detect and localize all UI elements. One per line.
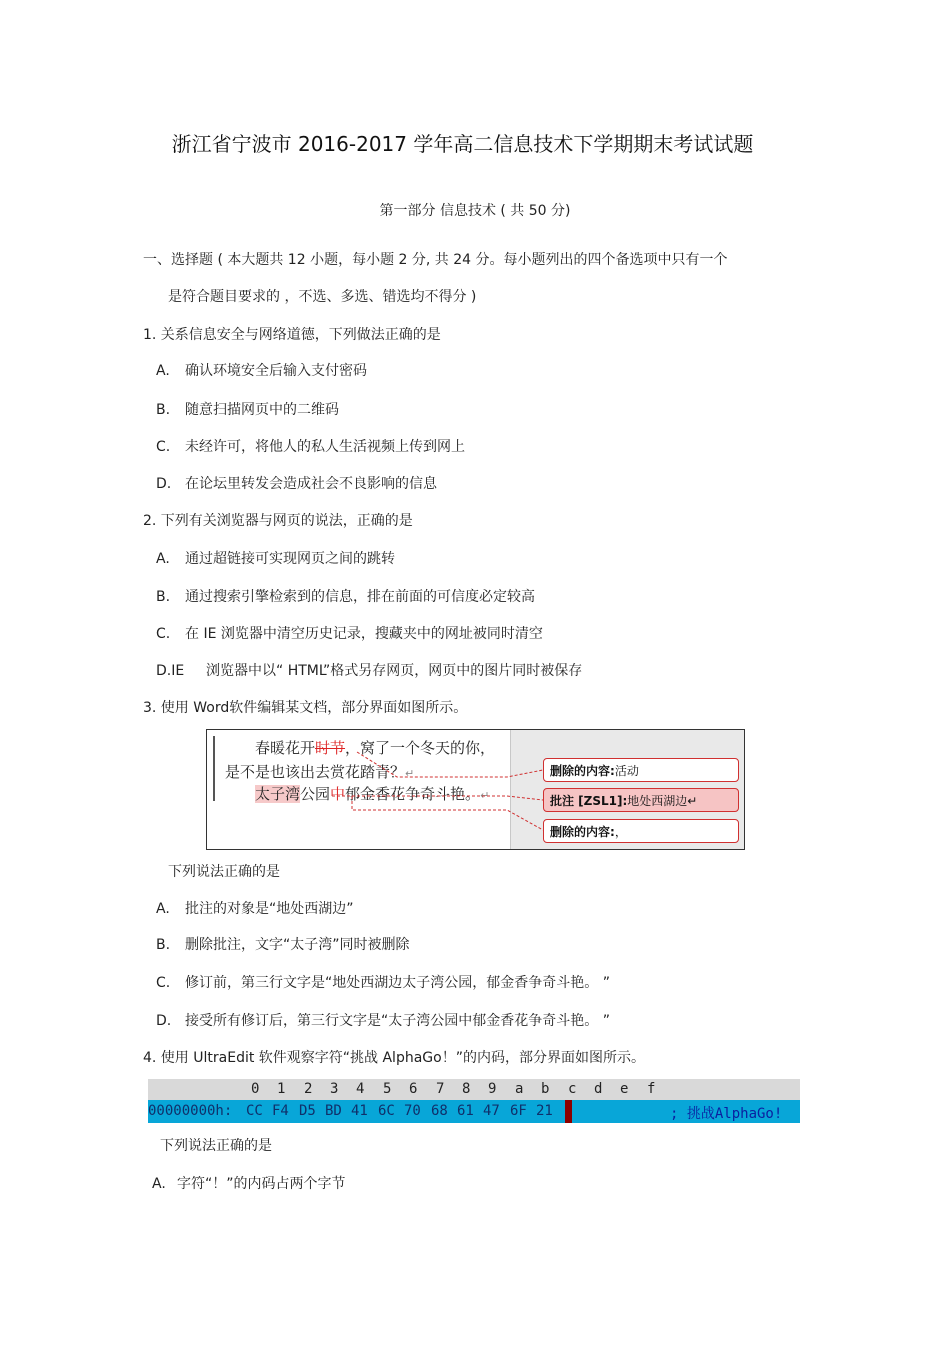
question-3-prompt: 下列说法正确的是 [168,864,280,880]
question-1-option-a: A. 确认环境安全后输入支付密码 [156,363,367,379]
word-document-figure [206,729,745,850]
question-2-option-a: A. 通过超链接可实现网页之间的跳转 [156,551,395,567]
question-1-stem: 1. 关系信息安全与网络道德，下列做法正确的是 [143,327,441,343]
hex-data-row[interactable]: 00000000h: CC F4 D5 BD 41 6C 70 68 61 47 6F 21 ; 挑战AlphaGo! [148,1100,800,1123]
question-3-stem: 3. 使用 Word软件编辑某文档，部分界面如图所示。 [143,700,468,716]
question-3-option-b: B. 删除批注，文字“太子湾”同时被删除 [156,937,410,953]
comment-deleted-content-1[interactable]: 删除的内容:活动 [543,758,739,782]
question-4-prompt: 下列说法正确的是 [160,1138,272,1154]
question-3-option-c: C. 修订前，第三行文字是“地处西湖边太子湾公园，郁金香争奇斗艳。 ” [156,975,610,991]
ultraedit-hex-figure [148,1079,800,1123]
section-instructions-line2: 是符合题目要求的 ，不选、多选、错选均不得分 ) [168,289,477,305]
question-1-option-d: D. 在论坛里转发会造成社会不良影响的信息 [156,476,437,492]
comment-annotation-zsl1[interactable]: 批注 [ZSL1]:地处西湖边↵ [543,788,739,812]
hex-cursor [565,1100,572,1123]
hex-column-header: 0 1 2 3 4 5 6 7 8 9 a b c d e f [148,1079,800,1100]
word-line-1: 春暖花开时节，窝了一个冬天的你， [255,739,496,757]
question-2-stem: 2. 下列有关浏览器与网页的说法，正确的是 [143,513,413,529]
question-3-option-a: A. 批注的对象是“地处西湖边” [156,901,354,917]
question-3-option-d: D. 接受所有修订后，第三行文字是“太子湾公园中郁金香花争奇斗艳。 ” [156,1013,610,1029]
word-line-2: 是不是也该出去赏花踏青？↵ [225,763,415,781]
page-title: 浙江省宁波市 2016-2017 学年高二信息技术下学期期末考试试题 [171,132,754,156]
question-2-option-c: C. 在 IE 浏览器中清空历史记录，搜藏夹中的网址被同时清空 [156,626,543,642]
section-instructions-line1: 一、选择题 ( 本大题共 12 小题，每小题 2 分, 共 24 分。每小题列出的四个备选项中只有一个 [143,252,728,268]
question-1-option-c: C. 未经许可，将他人的私人生活视频上传到网上 [156,439,465,455]
section-subtitle: 第一部分 信息技术 ( 共 50 分) [379,203,571,219]
word-line-3: 太子湾公园中郁金香花争奇斗艳。↵ [255,785,490,803]
question-4-option-a: A. 字符“！”的内码占两个字节 [152,1176,346,1192]
deleted-text: 时节 [315,739,346,757]
question-2-option-b: B. 通过搜索引擎检索到的信息，排在前面的可信度必定较高 [156,589,535,605]
comment-deleted-content-2[interactable]: 删除的内容:， [543,819,739,843]
question-4-stem: 4. 使用 UltraEdit 软件观察字符“挑战 AlphaGo！”的内码，部分界面如图所示。 [143,1050,645,1066]
commented-text: 太子湾 [255,785,301,803]
inserted-text: 中 [330,785,346,803]
question-2-option-d: D.IE 浏览器中以“ HTML”格式另存网页，网页中的图片同时被保存 [156,663,583,679]
question-1-option-b: B. 随意扫描网页中的二维码 [156,402,339,418]
